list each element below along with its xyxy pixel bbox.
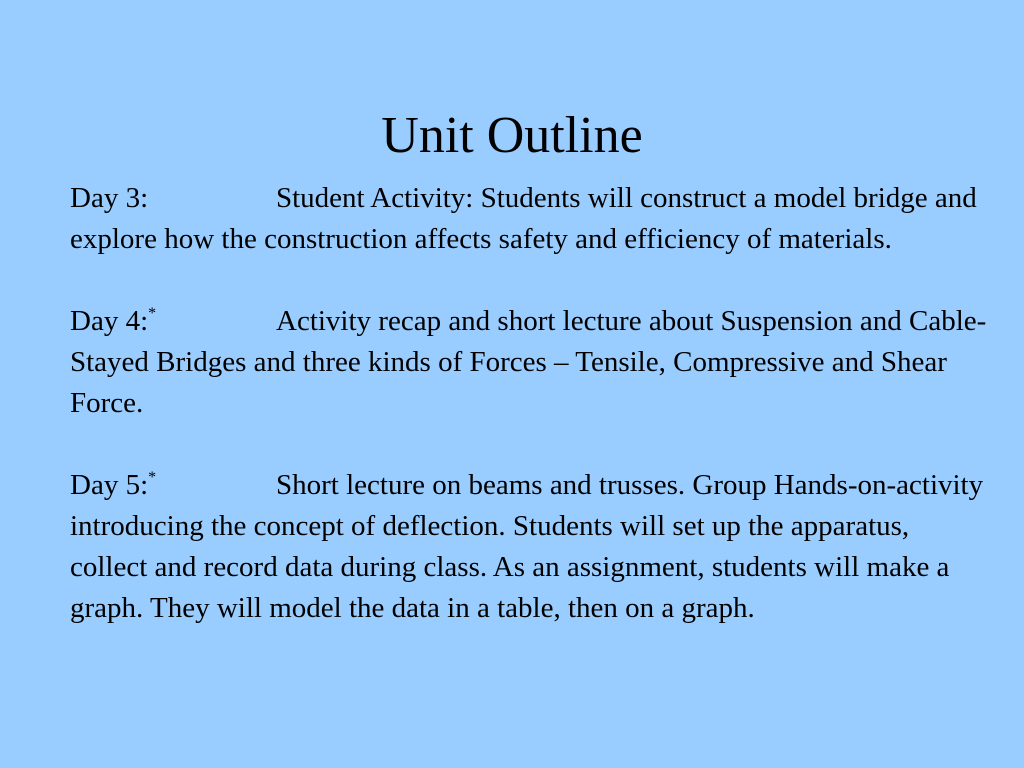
day-label-text: Day 5: xyxy=(70,469,149,501)
outline-body xyxy=(70,178,990,629)
entry-text: Activity recap and short lecture about Suspension and Cable-Stayed Bridges and three kinds of Forces – Tensile, Compressive and Shear Force. xyxy=(70,305,987,419)
day-label xyxy=(70,301,276,342)
outline-entry-day-5 xyxy=(70,465,990,629)
outline-entry-day-4 xyxy=(70,301,990,424)
slide-title: Unit Outline xyxy=(381,107,643,164)
asterisk-mark: * xyxy=(148,305,157,322)
day-label xyxy=(70,178,276,219)
entry-text: Short lecture on beams and trusses. Group Hands-on-activity introducing the concept of deflection. Students will set up the apparatus, collect and record data during class. As an assignment, students will make a graph. They will model the data in a table, then on a graph. xyxy=(70,469,984,624)
day-label-text: Day 3: xyxy=(70,182,149,214)
asterisk-mark: * xyxy=(148,469,157,486)
outline-entry-day-3 xyxy=(70,178,990,260)
entry-text: Student Activity: Students will construct a model bridge and explore how the construction affects safety and efficiency of materials. xyxy=(70,182,977,255)
day-label xyxy=(70,465,276,506)
day-label-text: Day 4: xyxy=(70,305,149,337)
